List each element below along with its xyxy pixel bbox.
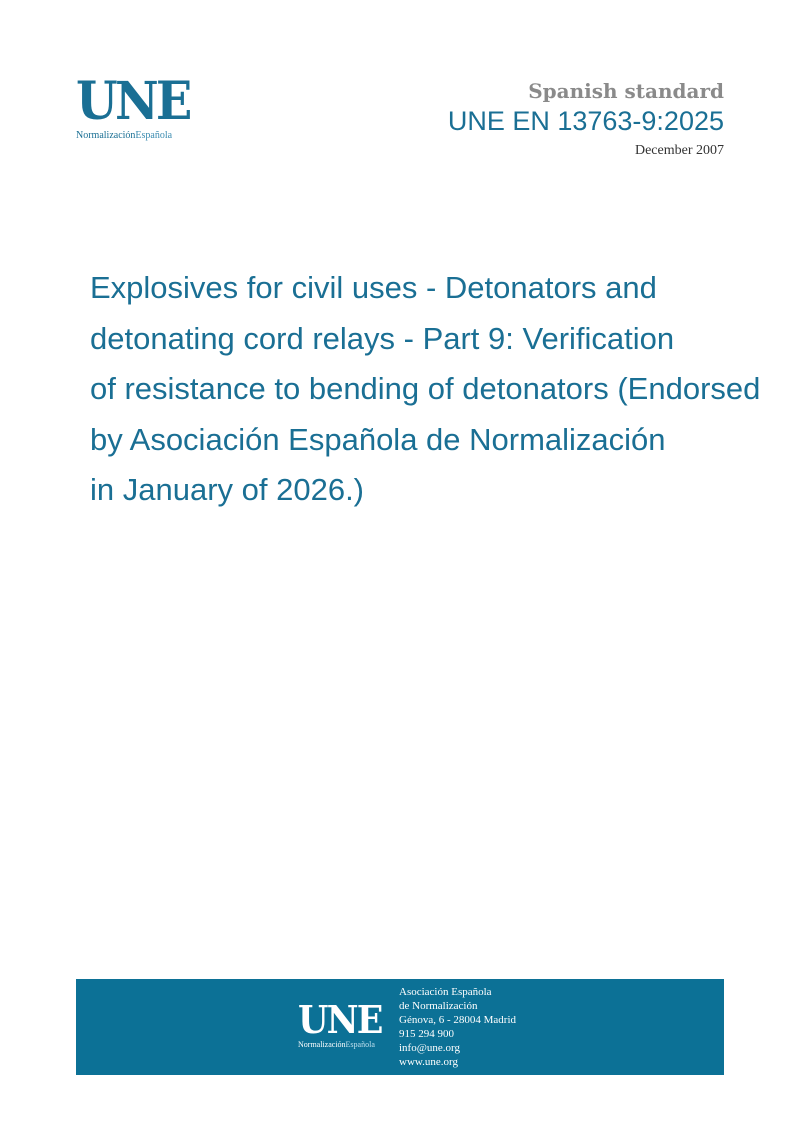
title-line: Explosives for civil uses - Detonators and: [90, 270, 657, 305]
contact-email[interactable]: info@une.org: [399, 1042, 460, 1054]
footer-contact: [399, 985, 516, 1069]
standard-code: UNE EN 13763-9:2025: [447, 106, 724, 136]
document-title: [90, 263, 790, 516]
standard-date: December 2007: [634, 143, 724, 158]
logo-tagline-part1: Normalización: [76, 130, 136, 141]
logo-wordmark: UNE: [76, 71, 190, 132]
title-line: by Asociación Española de Normalización: [90, 421, 666, 457]
footer-logo-tagline-part1: Normalización: [298, 1040, 346, 1049]
title-line: detonating cord relays - Part 9: Verification: [90, 320, 675, 356]
logo-tagline-part2: Española: [135, 130, 173, 141]
footer-une-logo: [298, 997, 388, 1050]
contact-address: Génova, 6 - 28004 Madrid: [399, 1014, 517, 1026]
contact-website[interactable]: www.une.org: [399, 1056, 458, 1068]
standard-header: [448, 78, 724, 162]
contact-phone: 915 294 900: [399, 1028, 454, 1040]
title-line: of resistance to bending of detonators (Endorsed: [90, 371, 761, 406]
une-logo: [76, 71, 196, 142]
contact-org-name-cont: de Normalización: [399, 1000, 478, 1012]
footer-logo-tagline-part2: Española: [345, 1040, 375, 1049]
title-line: in January of 2026.): [90, 472, 365, 507]
standard-kind: Spanish standard: [528, 79, 724, 103]
contact-org-name: Asociación Española: [399, 986, 492, 998]
footer-band: [76, 979, 724, 1075]
footer-logo-wordmark: UNE: [298, 997, 382, 1042]
